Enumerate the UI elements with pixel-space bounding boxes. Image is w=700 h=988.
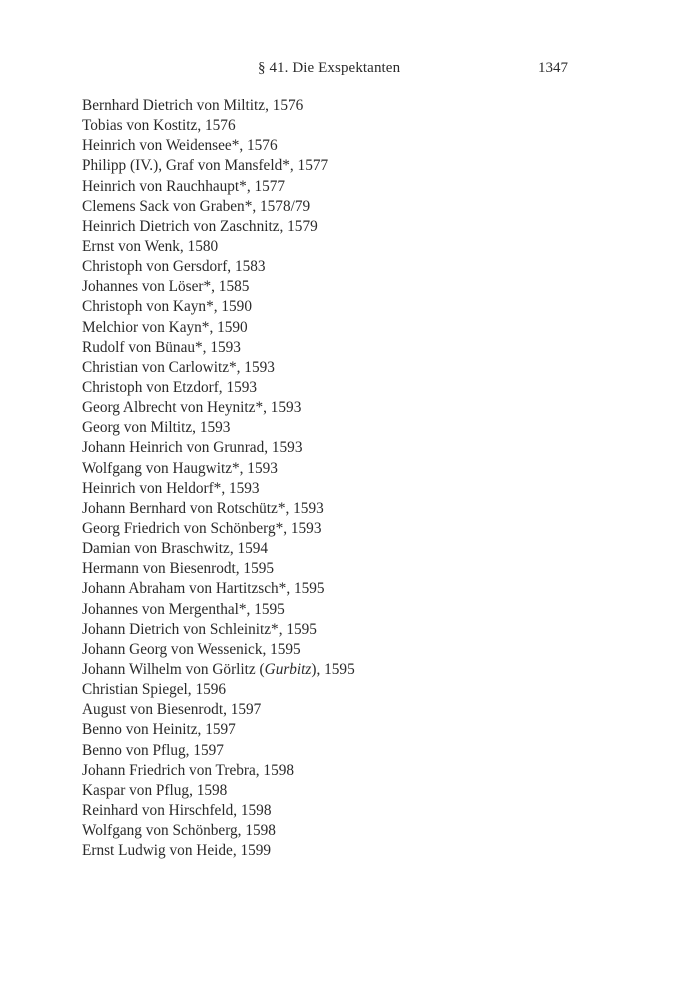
page-number: 1347 bbox=[538, 60, 568, 76]
page-header bbox=[0, 60, 700, 82]
list-item: Christoph von Gersdorf, 1583 bbox=[82, 258, 266, 276]
list-item: Johannes von Mergenthal*, 1595 bbox=[82, 600, 285, 618]
list-item: Johann Friedrich von Trebra, 1598 bbox=[82, 761, 295, 779]
list-item: Christoph von Etzdorf, 1593 bbox=[82, 378, 258, 396]
exspektanten-list bbox=[82, 96, 602, 861]
list-item: Johann Heinrich von Grunrad, 1593 bbox=[82, 439, 303, 457]
list-item: Heinrich von Rauchhaupt*, 1577 bbox=[82, 177, 286, 195]
list-item: Rudolf von Bünau*, 1593 bbox=[82, 338, 241, 356]
list-item: Wolfgang von Haugwitz*, 1593 bbox=[82, 459, 278, 477]
list-item: Heinrich von Heldorf*, 1593 bbox=[82, 479, 260, 497]
list-item: Johann Abraham von Hartitzsch*, 1595 bbox=[82, 580, 325, 598]
list-item: Benno von Heinitz, 1597 bbox=[82, 721, 236, 739]
list-item: Georg Albrecht von Heynitz*, 1593 bbox=[82, 399, 302, 417]
list-item: Damian von Braschwitz, 1594 bbox=[82, 540, 269, 558]
list-item: Christian von Carlowitz*, 1593 bbox=[82, 358, 275, 376]
list-item: Christian Spiegel, 1596 bbox=[82, 681, 227, 699]
list-item bbox=[82, 660, 602, 680]
list-item: Georg von Miltitz, 1593 bbox=[82, 419, 231, 437]
list-item: Georg Friedrich von Schönberg*, 1593 bbox=[82, 519, 322, 537]
list-item: Hermann von Biesenrodt, 1595 bbox=[82, 560, 275, 578]
list-item: Philipp (IV.), Graf von Mansfeld*, 1577 bbox=[82, 157, 329, 175]
list-item: Reinhard von Hirschfeld, 1598 bbox=[82, 801, 272, 819]
list-item: Christoph von Kayn*, 1590 bbox=[82, 298, 252, 316]
list-item: Johann Dietrich von Schleinitz*, 1595 bbox=[82, 620, 317, 638]
list-item: Johann Georg von Wessenick, 1595 bbox=[82, 640, 301, 658]
list-item: Tobias von Kostitz, 1576 bbox=[82, 117, 236, 135]
list-item: Kaspar von Pflug, 1598 bbox=[82, 781, 228, 799]
list-item: Wolfgang von Schönberg, 1598 bbox=[82, 822, 276, 840]
entry-text: Johann Wilhelm von Görlitz ( bbox=[82, 660, 265, 678]
entry-italic-variant: Gurbitz bbox=[264, 660, 312, 678]
list-item: Clemens Sack von Graben*, 1578/79 bbox=[82, 197, 311, 215]
list-item: Johann Bernhard von Rotschütz*, 1593 bbox=[82, 499, 324, 517]
list-item: Melchior von Kayn*, 1590 bbox=[82, 318, 248, 336]
running-title: § 41. Die Exspektanten bbox=[258, 60, 401, 76]
list-item: Heinrich von Weidensee*, 1576 bbox=[82, 137, 278, 155]
list-item: Bernhard Dietrich von Miltitz, 1576 bbox=[82, 97, 304, 114]
list-item: Benno von Pflug, 1597 bbox=[82, 741, 224, 759]
list-item: Heinrich Dietrich von Zaschnitz, 1579 bbox=[82, 217, 318, 235]
entry-text-tail: ), 1595 bbox=[311, 660, 355, 678]
list-item: Ernst Ludwig von Heide, 1599 bbox=[82, 842, 272, 860]
list-item: Johannes von Löser*, 1585 bbox=[82, 278, 250, 296]
list-item: Ernst von Wenk, 1580 bbox=[82, 237, 219, 255]
list-item: August von Biesenrodt, 1597 bbox=[82, 701, 262, 719]
